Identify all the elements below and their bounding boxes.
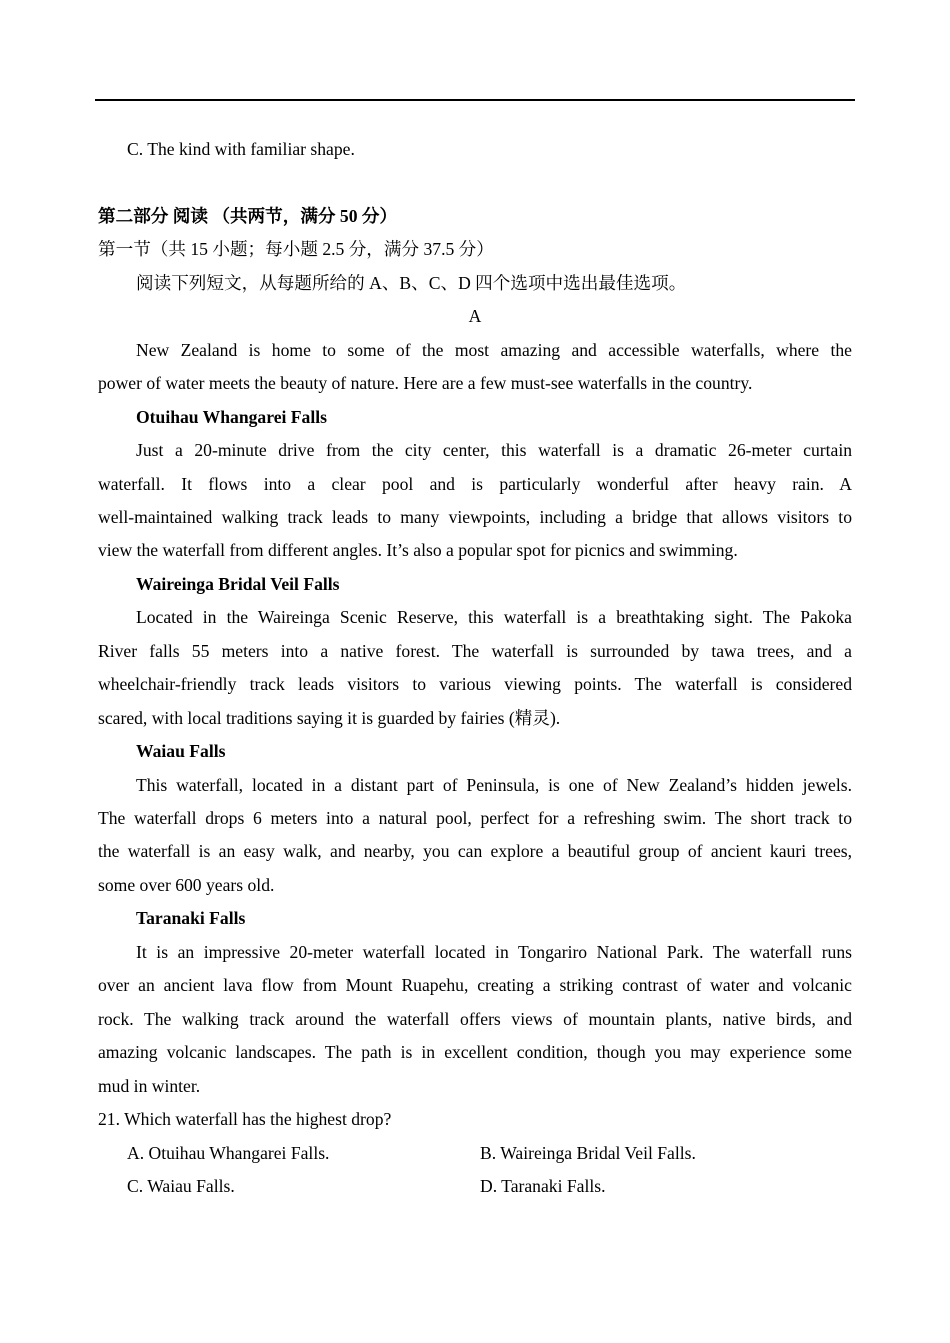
waterfall-paragraph-line: Located in the Waireinga Scenic Reserve, this waterfall is a breathtaking sight. The Pakoka [136,607,852,628]
waterfall-paragraph-line: some over 600 years old. [98,874,275,895]
waterfall-paragraph-line: over an ancient lava flow from Mount Ruapehu, creating a striking contrast of water and volcanic [98,975,852,996]
answer-option: B. Waireinga Bridal Veil Falls. [480,1142,696,1163]
answer-options-row [98,1137,852,1170]
subsection-heading: 第一节（共 15 小题；每小题 2.5 分，满分 37.5 分） [98,239,494,260]
waterfall-paragraph-line: wheelchair-friendly track leads visitors to various viewing points. The waterfall is considered [98,674,852,695]
passage-label: A [468,306,482,327]
waterfall-paragraph-line: rock. The walking track around the waterfall offers views of mountain plants, native birds, and [98,1008,852,1029]
waterfall-heading: Waireinga Bridal Veil Falls [136,573,340,594]
waterfall-paragraph-line: This waterfall, located in a distant part of Peninsula, is one of New Zealand’s hidden jewels. [136,774,852,795]
question-stem: 21. Which waterfall has the highest drop? [98,1109,392,1130]
header-rule [95,99,855,101]
section-heading: 第二部分 阅读 （共两节，满分 50 分） [98,205,398,226]
waterfall-paragraph-line: amazing volcanic landscapes. The path is in excellent condition, though you may experience some [98,1042,852,1063]
waterfall-paragraph-line: Just a 20-minute drive from the city center, this waterfall is a dramatic 26-meter curtain [136,440,852,461]
previous-option-c: C. The kind with familiar shape. [127,139,355,159]
waterfall-heading: Waiau Falls [136,741,226,762]
waterfall-paragraph-line: The waterfall drops 6 meters into a natural pool, perfect for a refreshing swim. The short track to [98,808,852,828]
waterfall-paragraph-line: waterfall. It flows into a clear pool and is particularly wonderful after heavy rain. A [98,473,852,494]
waterfall-paragraph-line: view the waterfall from different angles. It’s also a popular spot for picnics and swimming. [98,540,738,561]
answer-option: C. Waiau Falls. [127,1175,235,1196]
instructions: 阅读下列短文，从每题所给的 A、B、C、D 四个选项中选出最佳选项。 [136,272,687,293]
waterfall-heading: Taranaki Falls [136,908,246,929]
answer-option: D. Taranaki Falls. [480,1175,606,1196]
waterfall-paragraph-line: River falls 55 meters into a native forest. The waterfall is surrounded by tawa trees, and a [98,640,852,661]
answer-option: A. Otuihau Whangarei Falls. [127,1142,330,1163]
waterfall-paragraph-line: mud in winter. [98,1075,201,1096]
waterfall-paragraph-line: well-maintained walking track leads to many viewpoints, including a bridge that allows visitors to [98,506,852,527]
intro-paragraph-line: New Zealand is home to some of the most amazing and accessible waterfalls, where the [136,339,852,360]
answer-options-row [98,1170,852,1203]
waterfall-paragraph-line: It is an impressive 20-meter waterfall located in Tongariro National Park. The waterfall runs [136,941,852,962]
waterfall-paragraph-line: the waterfall is an easy walk, and nearby, you can explore a beautiful group of ancient kauri trees, [98,841,852,862]
intro-paragraph-line: power of water meets the beauty of nature. Here are a few must-see waterfalls in the country. [98,373,753,394]
waterfall-heading: Otuihau Whangarei Falls [136,406,327,427]
waterfall-paragraph-line: scared, with local traditions saying it is guarded by fairies (精灵). [98,707,561,728]
